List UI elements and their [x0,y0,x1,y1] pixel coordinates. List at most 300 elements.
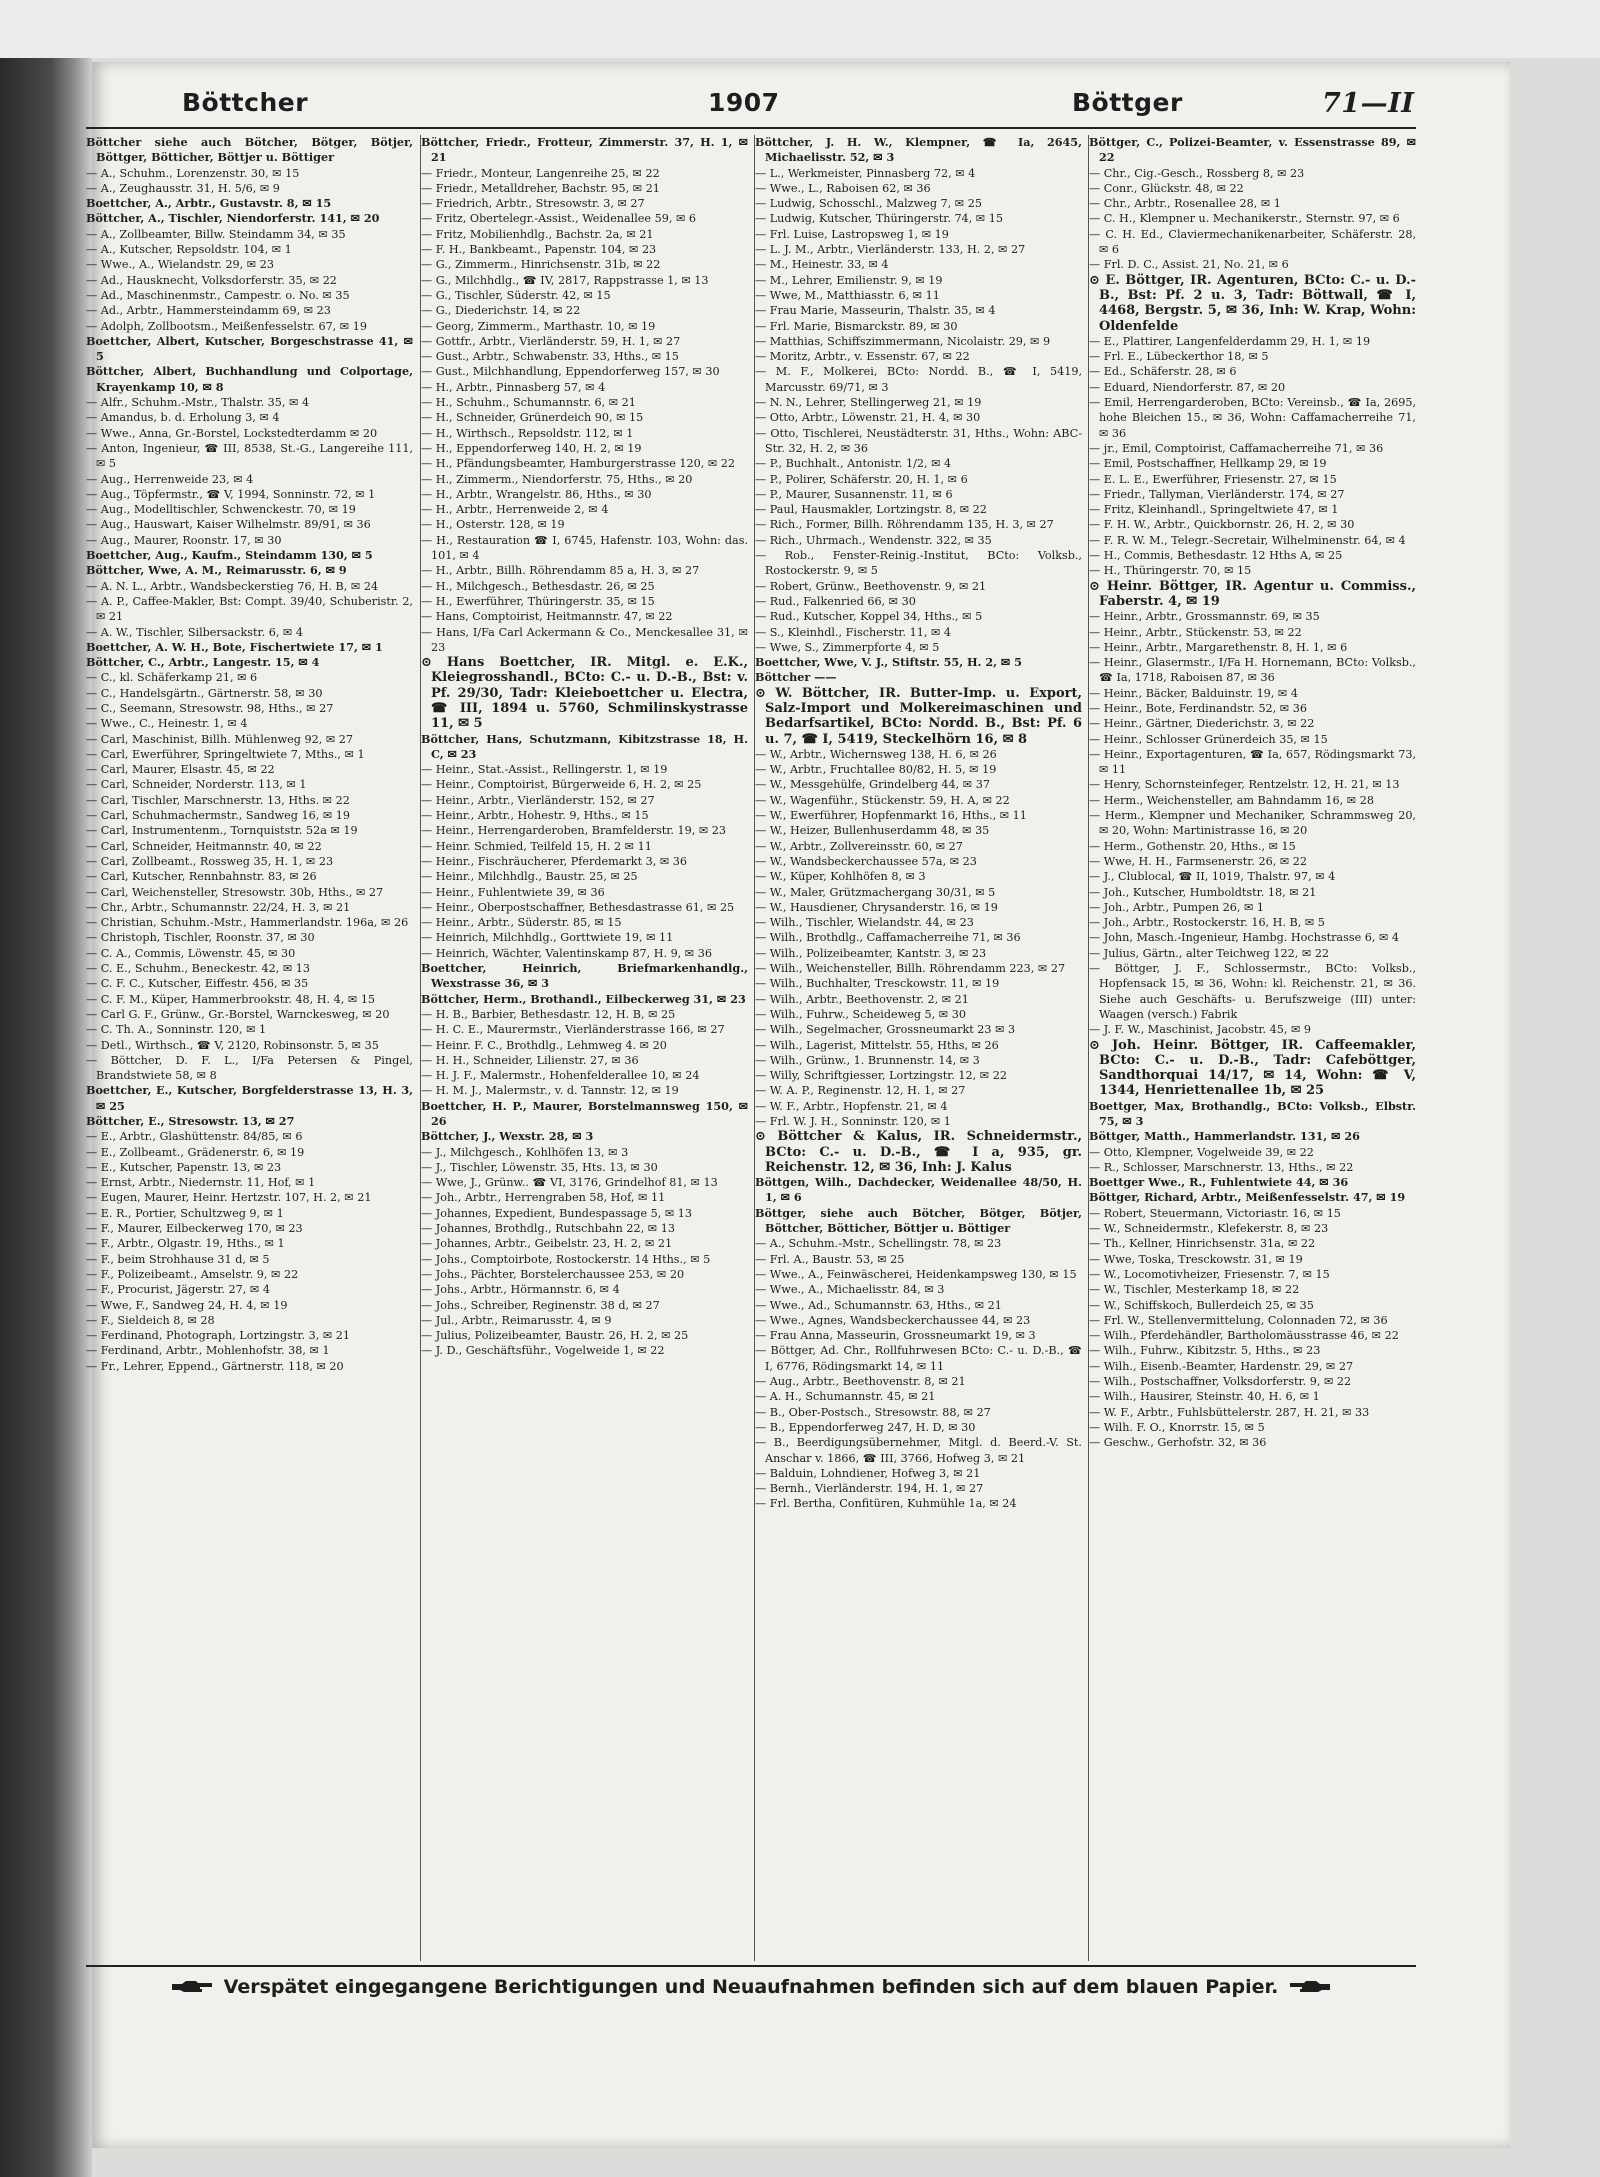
directory-entry: — Heinr., Exportagenturen, ☎ Ia, 657, Rödingsmarkt 73, ✉ 11 [1089,747,1416,777]
directory-entry: — J., Milchgesch., Kohlhöfen 13, ✉ 3 [421,1145,629,1159]
directory-entry: — Böttcher, D. F. L., I/Fa Petersen & Pingel, Brandstwiete 58, ✉ 8 [86,1053,413,1083]
directory-entry: Böttcher, Herm., Brothandl., Eilbeckerweg 31, ✉ 23 [421,991,746,1006]
directory-entry: — Bernh., Vierländerstr. 194, H. 1, ✉ 27 [755,1482,984,1496]
directory-entry: — A., Zeughausstr. 31, H. 5/6, ✉ 9 [86,181,280,195]
directory-entry: — Willy, Schriftgiesser, Lortzingstr. 12, ✉ 22 [755,1069,1007,1083]
directory-entry: — Wilh., Tischler, Wielandstr. 44, ✉ 23 [755,916,974,930]
directory-entry: — Wilh., Fuhrw., Scheideweg 5, ✉ 30 [755,1007,966,1021]
directory-entry: — W., Locomotivheizer, Friesenstr. 7, ✉ 15 [1089,1267,1330,1281]
directory-entry: — B., Beerdigungsübernehmer, Mitgl. d. Beerd.-V. St. Anschar v. 1866, ☎ III, 3766, Hofweg 3, ✉ 21 [755,1436,1082,1465]
directory-entry: — H., Eppendorferweg 140, H. 2, ✉ 19 [421,441,642,455]
directory-entry: Böttcher, J., Wexstr. 28, ✉ 3 [421,1129,594,1144]
directory-entry: — Friedrich, Arbtr., Stresowstr. 3, ✉ 27 [421,197,645,211]
directory-entry: — Ferdinand, Arbtr., Mohlenhofstr. 38, ✉ 1 [86,1344,330,1358]
directory-entry: — H., Commis, Bethesdastr. 12 Hths A, ✉ 25 [1089,549,1343,563]
directory-entry: Böttcher siehe auch Bötcher, Bötger, Bötjer, Böttger, Bötticher, Böttjer u. Böttiger [86,135,413,165]
directory-entry: — A. P., Caffee-Makler, Bst: Compt. 39/40, Schuberistr. 2, ✉ 21 [86,594,413,624]
directory-entry: — Wilh., Lagerist, Mittelstr. 55, Hths, ✉ 26 [755,1038,999,1052]
directory-entry: — Heinr., Arbtr., Vierländerstr. 152, ✉ 27 [421,793,655,807]
directory-columns [86,135,1416,1961]
directory-entry: Böttger, Richard, Arbtr., Meißenfesselstr. 47, ✉ 19 [1089,1190,1406,1205]
directory-entry: — jr., Emil, Comptoirist, Caffamacherreihe 71, ✉ 36 [1089,441,1384,455]
directory-entry: — Ed., Schäferstr. 28, ✉ 6 [1089,365,1237,379]
directory-entry: — Hans, I/Fa Carl Ackermann & Co., Menckesallee 31, ✉ 23 [421,625,748,654]
directory-entry: — A. W., Tischler, Silbersackstr. 6, ✉ 4 [86,625,303,639]
directory-entry: — W., Heizer, Bullenhuserdamm 48, ✉ 35 [755,824,990,838]
directory-entry: — R., Schlosser, Marschnerstr. 13, Hths., ✉ 22 [1089,1160,1354,1174]
directory-entry: — E. L. E., Ewerführer, Friesenstr. 27, ✉ 15 [1089,472,1337,486]
directory-entry: — Böttger, Ad. Chr., Rollfuhrwesen BCto: C.- u. D.-B., ☎ I, 6776, Rödingsmarkt 14, ✉ 11 [755,1344,1082,1373]
directory-entry: — F., Procurist, Jägerstr. 27, ✉ 4 [86,1283,270,1297]
directory-entry: — W., Maler, Grützmachergang 30/31, ✉ 5 [755,885,996,899]
directory-entry: — Wilh., Hausirer, Steinstr. 40, H. 6, ✉ 1 [1089,1390,1320,1404]
directory-entry: — M., Heinestr. 33, ✉ 4 [755,258,889,272]
directory-entry: — Heinr., Glasermstr., I/Fa H. Hornemann, BCto: Volksb., ☎ Ia, 1718, Raboisen 87, ✉ 36 [1089,656,1416,685]
directory-entry: — Wilh., Arbtr., Beethovenstr. 2, ✉ 21 [755,992,969,1006]
directory-entry: — Frl. Bertha, Confitüren, Kuhmühle 1a, ✉ 24 [755,1497,1017,1511]
directory-entry: — Hans, Comptoirist, Heitmannstr. 47, ✉ 22 [421,610,673,624]
directory-entry: Böttcher, Albert, Buchhandlung und Colportage, Krayenkamp 10, ✉ 8 [86,364,413,394]
directory-entry: — C., kl. Schäferkamp 21, ✉ 6 [86,671,258,685]
directory-entry: — Christoph, Tischler, Roonstr. 37, ✉ 30 [86,931,315,945]
directory-entry: — Wilh., Polizeibeamter, Kantstr. 3, ✉ 23 [755,946,987,960]
directory-entry: — Heinrich, Wächter, Valentinskamp 87, H. 9, ✉ 36 [421,946,712,960]
directory-entry: — P., Maurer, Susannenstr. 11, ✉ 6 [755,487,953,501]
directory-entry: — J., Clublocal, ☎ II, 1019, Thalstr. 97, ✉ 4 [1089,870,1336,884]
directory-entry: — Heinr., Fuhlentwiete 39, ✉ 36 [421,885,605,899]
directory-entry: ⊙ W. Böttcher, IR. Butter-Imp. u. Export, Salz-Import und Molkereimaschinen und Bedarfsartikel, BCto: Nordd. B., Bst: Pf. 6 u. 7, ☎ I, 5419, Steckelhörn 16, ✉ 8 [755,685,1082,747]
directory-entry: Böttgen, Wilh., Dachdecker, Weidenallee 48/50, H. 1, ✉ 6 [755,1175,1082,1205]
footer-notice [86,1965,1416,2007]
directory-entry: — Henry, Schornsteinfeger, Rentzelstr. 12, H. 21, ✉ 13 [1089,778,1400,792]
directory-entry: — Carl, Maschinist, Billh. Mühlenweg 92, ✉ 27 [86,732,354,746]
directory-entry: — Wwe, H. H., Farmsenerstr. 26, ✉ 22 [1089,854,1307,868]
directory-entry: — Wwe, S., Zimmerpforte 4, ✉ 5 [755,640,940,654]
directory-entry: — F. H. W., Arbtr., Quickbornstr. 26, H. 2, ✉ 30 [1089,518,1355,532]
directory-entry: — Heinr., Fischräucherer, Pferdemarkt 3, ✉ 36 [421,854,688,868]
directory-entry: — Frl. A., Baustr. 53, ✉ 25 [755,1252,905,1266]
directory-entry: — Carl, Tischler, Marschnerstr. 13, Hths. ✉ 22 [86,793,350,807]
directory-entry: — B., Eppendorferweg 247, H. D, ✉ 30 [755,1420,976,1434]
directory-entry: — H., Arbtr., Billh. Röhrendamm 85 a, H. 3, ✉ 27 [421,564,700,578]
directory-entry: — Wwe., L., Raboisen 62, ✉ 36 [755,181,931,195]
directory-entry: — Balduin, Lohndiener, Hofweg 3, ✉ 21 [755,1466,981,1480]
directory-entry: — Heinr., Arbtr., Stückenstr. 53, ✉ 22 [1089,625,1302,639]
directory-entry: — Gust., Milchhandlung, Eppendorferweg 157, ✉ 30 [421,365,720,379]
pointing-hand-icon [1288,1979,1332,1995]
directory-entry: — Fritz, Kleinhandl., Springeltwiete 47, ✉ 1 [1089,503,1339,517]
directory-entry: — Frl. Marie, Bismarckstr. 89, ✉ 30 [755,319,958,333]
column-3 [754,135,1082,1961]
directory-entry: — Amandus, b. d. Erholung 3, ✉ 4 [86,411,280,425]
directory-entry: — Robert, Steuermann, Victoriastr. 16, ✉ 15 [1089,1206,1341,1220]
directory-entry: — Johs., Comptoirbote, Rostockerstr. 14 Hths., ✉ 5 [421,1252,711,1266]
directory-entry: — E., Plattirer, Langenfelderdamm 29, H. 1, ✉ 19 [1089,334,1371,348]
directory-entry: — Friedr., Monteur, Langenreihe 25, ✉ 22 [421,166,660,180]
footer-text: Verspätet eingegangene Berichtigungen und Neuaufnahmen befinden sich auf dem blauen Papier. [223,1976,1279,1998]
directory-entry: — Wilh., Buchhalter, Tresckowstr. 11, ✉ 19 [755,977,1000,991]
directory-entry: — W., Wagenführ., Stückenstr. 59, H. A, ✉ 22 [755,793,1010,807]
directory-entry: — Jul., Arbtr., Reimarusstr. 4, ✉ 9 [421,1313,612,1327]
directory-entry: — E. R., Portier, Schultzweg 9, ✉ 1 [86,1206,284,1220]
directory-entry: — W., Arbtr., Zollvereinsstr. 60, ✉ 27 [755,839,963,853]
directory-entry: — Wwe, J., Grünw.. ☎ VI, 3176, Grindelhof 81, ✉ 13 [421,1176,718,1190]
directory-entry: — Ludwig, Schosschl., Malzweg 7, ✉ 25 [755,197,982,211]
directory-entry: — M., Lehrer, Emilienstr. 9, ✉ 19 [755,273,943,287]
directory-entry: ⊙ Joh. Heinr. Böttger, IR. Caffeemakler, BCto: C.- u. D.-B., Tadr: Cafeböttger, Sandthorquai 14/17, ✉ 14, Wohn: ☎ V, 1344, Henriettenallee 1b, ✉ 25 [1089,1037,1416,1099]
directory-entry: — Johannes, Arbtr., Geibelstr. 23, H. 2, ✉ 21 [421,1237,673,1251]
directory-entry: Boettcher, Wwe, V. J., Stiftstr. 55, H. 2, ✉ 5 [755,655,1022,670]
directory-entry: — A., Zollbeamter, Billw. Steindamm 34, ✉ 35 [86,227,346,241]
directory-entry: — Carl, Maurer, Elsastr. 45, ✉ 22 [86,763,275,777]
directory-entry: — H., Schneider, Grünerdeich 90, ✉ 15 [421,411,644,425]
directory-entry: — Wwe., Ad., Schumannstr. 63, Hths., ✉ 21 [755,1298,1002,1312]
directory-entry: — Friedr., Metalldreher, Bachstr. 95, ✉ 21 [421,181,660,195]
directory-entry: — W., Küper, Kohlhöfen 8, ✉ 3 [755,870,926,884]
directory-entry: — A. N. L., Arbtr., Wandsbeckerstieg 76, H. B, ✉ 24 [86,579,379,593]
directory-entry: — Th., Kellner, Hinrichsenstr. 31a, ✉ 22 [1089,1237,1316,1251]
directory-entry: — H. C. E., Maurermstr., Vierländerstrasse 166, ✉ 27 [421,1023,725,1037]
directory-entry: — H. B., Barbier, Bethesdastr. 12, H. B, ✉ 25 [421,1007,676,1021]
directory-entry: ⊙ Heinr. Böttger, IR. Agentur u. Commiss., Faberstr. 4, ✉ 19 [1089,578,1416,609]
scan-background [0,0,1600,58]
directory-entry: ⊙ E. Böttger, IR. Agenturen, BCto: C.- u. D.-B., Bst: Pf. 2 u. 3, Tadr: Böttwall, ☎ I, 4468, Bergstr. 5, ✉ 36, Inh: W. Krap, Wohn: Oldenfelde [1089,272,1416,334]
directory-entry: — Gottfr., Arbtr., Vierländerstr. 59, H. 1, ✉ 27 [421,334,681,348]
directory-entry: — Chr., Arbtr., Schumannstr. 22/24, H. 3, ✉ 21 [86,900,351,914]
directory-entry: — Wwe., Anna, Gr.-Borstel, Lockstedterdamm ✉ 20 [86,426,378,440]
directory-entry: — Joh., Kutscher, Humboldtstr. 18, ✉ 21 [1089,885,1317,899]
directory-entry: Böttcher, Wwe, A. M., Reimarusstr. 6, ✉ 9 [86,563,347,578]
directory-entry: — H., Ewerführer, Thüringerstr. 35, ✉ 15 [421,594,655,608]
directory-entry: — P., Polirer, Schäferstr. 20, H. 1, ✉ 6 [755,472,968,486]
directory-entry: — Frl. E., Lübeckerthor 18, ✉ 5 [1089,350,1269,364]
directory-entry: — Herm., Klempner und Mechaniker, Schrammsweg 20, ✉ 20, Wohn: Martinistrasse 16, ✉ 20 [1089,809,1416,838]
directory-entry: Boettcher, Heinrich, Briefmarkenhandlg., Wexstrasse 36, ✉ 3 [421,961,748,991]
directory-entry: Böttcher —— [755,670,837,685]
directory-entry: — W., Ewerführer, Hopfenmarkt 16, Hths., ✉ 11 [755,809,1027,823]
directory-entry: — Ernst, Arbtr., Niedernstr. 11, Hof, ✉ 1 [86,1176,316,1190]
directory-entry: — Friedr., Tallyman, Vierländerstr. 174, ✉ 27 [1089,487,1345,501]
directory-entry: Böttcher, Hans, Schutzmann, Kibitzstrasse 18, H. C, ✉ 23 [421,731,748,761]
directory-entry: — Wwe., A., Feinwäscherei, Heidenkampsweg 130, ✉ 15 [755,1267,1077,1281]
directory-entry: — Joh., Arbtr., Pumpen 26, ✉ 1 [1089,900,1264,914]
directory-entry: — Carl, Kutscher, Rennbahnstr. 83, ✉ 26 [86,870,317,884]
directory-entry: — W., Schiffskoch, Bullerdeich 25, ✉ 35 [1089,1298,1314,1312]
directory-entry: — Wilh., Brothdlg., Caffamacherreihe 71, ✉ 36 [755,931,1021,945]
directory-entry: — G., Milchhdlg., ☎ IV, 2817, Rappstrasse 1, ✉ 13 [421,273,709,287]
directory-entry: — Carl, Ewerführer, Springeltwiete 7, Mths., ✉ 1 [86,747,365,761]
pointing-hand-icon [170,1979,214,1995]
directory-entry: — E., Zollbeamt., Grädenerstr. 6, ✉ 19 [86,1145,305,1159]
directory-entry: — Ferdinand, Photograph, Lortzingstr. 3, ✉ 21 [86,1329,351,1343]
directory-entry: Boettcher, A., Arbtr., Gustavstr. 8, ✉ 15 [86,196,332,211]
directory-entry: — A., Schuhm.-Mstr., Schellingstr. 78, ✉ 23 [755,1237,1002,1251]
directory-entry: — L., Werkmeister, Pinnasberg 72, ✉ 4 [755,166,976,180]
directory-entry: — J. F. W., Maschinist, Jacobstr. 45, ✉ 9 [1089,1023,1312,1037]
directory-entry: — Gust., Arbtr., Schwabenstr. 33, Hths., ✉ 15 [421,350,679,364]
directory-entry: Böttcher, J. H. W., Klempner, ☎ Ia, 2645, Michaelisstr. 52, ✉ 3 [755,135,1082,165]
directory-entry: — Frau Anna, Masseurin, Grossneumarkt 19, ✉ 3 [755,1329,1036,1343]
directory-entry: — G., Zimmerm., Hinrichsenstr. 31b, ✉ 22 [421,258,661,272]
directory-entry: — Carl, Instrumentenm., Tornquiststr. 52a ✉ 19 [86,824,358,838]
directory-entry: — Moritz, Arbtr., v. Essenstr. 67, ✉ 22 [755,350,970,364]
directory-entry: — Otto, Klempner, Vogelweide 39, ✉ 22 [1089,1145,1314,1159]
directory-entry: — Heinr., Bote, Ferdinandstr. 52, ✉ 36 [1089,701,1307,715]
directory-entry: — A., Kutscher, Repsoldstr. 104, ✉ 1 [86,243,292,257]
directory-entry: — A., Schuhm., Lorenzenstr. 30, ✉ 15 [86,166,300,180]
directory-entry: — Carl, Schneider, Heitmannstr. 40, ✉ 22 [86,839,322,853]
directory-entry: — Eduard, Niendorferstr. 87, ✉ 20 [1089,380,1286,394]
directory-entry: — H., Zimmerm., Niendorferstr. 75, Hths., ✉ 20 [421,472,693,486]
directory-entry: — Wilh., Postschaffner, Volksdorferstr. 9, ✉ 22 [1089,1375,1352,1389]
directory-entry: — Wilh., Eisenb.-Beamter, Hardenstr. 29, ✉ 27 [1089,1359,1354,1373]
directory-entry: — J., Tischler, Löwenstr. 35, Hts. 13, ✉ 30 [421,1160,658,1174]
directory-entry: ⊙ Hans Boettcher, IR. Mitgl. e. E.K., Kleiegrosshandl., BCto: C.- u. D.-B., Bst: v. Pf. 29/30, Tadr: Kleieboettcher u. Electra, ☎ III, 1894 u. 5760, Schmilinskystrasse 11, ✉ 5 [421,655,748,732]
directory-entry: — Johannes, Expedient, Bundespassage 5, ✉ 13 [421,1206,693,1220]
directory-entry: — W., Messgehülfe, Grindelberg 44, ✉ 37 [755,778,990,792]
directory-entry: — Aug., Modelltischler, Schwenckestr. 70, ✉ 19 [86,503,356,517]
directory-entry: — Carl, Schneider, Norderstr. 113, ✉ 1 [86,778,307,792]
directory-entry: — Johannes, Brothdlg., Rutschbahn 22, ✉ 13 [421,1222,675,1236]
directory-entry: — J. D., Geschäftsführ., Vogelweide 1, ✉ 22 [421,1344,665,1358]
directory-entry: — C. F. C., Kutscher, Eiffestr. 456, ✉ 35 [86,977,309,991]
directory-entry: — Wilh., Segelmacher, Grossneumarkt 23 ✉ 3 [755,1023,1016,1037]
directory-entry: ⊙ Böttcher & Kalus, IR. Schneidermstr., BCto: C.- u. D.-B., ☎ I a, 935, gr. Reichenstr. 12, ✉ 36, Inh: J. Kalus [755,1129,1082,1175]
directory-entry: — S., Kleinhdl., Fischerstr. 11, ✉ 4 [755,625,952,639]
directory-entry: — Heinr., Arbtr., Margarethenstr. 8, H. 1, ✉ 6 [1089,640,1348,654]
directory-entry: Böttcher, Friedr., Frotteur, Zimmerstr. 37, H. 1, ✉ 21 [421,135,748,165]
directory-entry: — F., Sieldeich 8, ✉ 28 [86,1313,215,1327]
directory-entry: Böttger, C., Polizei-Beamter, v. Essenstrasse 89, ✉ 22 [1089,135,1416,165]
directory-entry: Böttcher, A., Tischler, Niendorferstr. 141, ✉ 20 [86,211,380,226]
directory-entry: — Anton, Ingenieur, ☎ III, 8538, St.-G., Langereihe 111, ✉ 5 [86,441,413,471]
directory-entry: — Aug., Arbtr., Beethovenstr. 8, ✉ 21 [755,1375,966,1389]
directory-entry: — E., Kutscher, Papenstr. 13, ✉ 23 [86,1160,282,1174]
directory-entry: — B., Ober-Postsch., Stresowstr. 88, ✉ 27 [755,1405,991,1419]
directory-entry: — Wilh., Fuhrw., Kibitzstr. 5, Hths., ✉ 23 [1089,1344,1321,1358]
directory-entry: — H., Schuhm., Schumannstr. 6, ✉ 21 [421,396,636,410]
header-rule [86,127,1416,129]
directory-entry: — Frl. W. J. H., Sonninstr. 120, ✉ 1 [755,1115,951,1128]
directory-entry: — F. R. W. M., Telegr.-Secretair, Wilhelminenstr. 64, ✉ 4 [1089,533,1406,547]
directory-entry: — F., Polizeibeamt., Amselstr. 9, ✉ 22 [86,1267,299,1281]
directory-entry: — W., Arbtr., Wichernsweg 138, H. 6, ✉ 26 [755,747,997,761]
directory-entry: — Adolph, Zollbootsm., Meißenfesselstr. 67, ✉ 19 [86,319,367,333]
book-spine [0,58,92,2177]
directory-entry: Böttger, siehe auch Bötcher, Bötger, Bötjer, Böttcher, Bötticher, Böttjer u. Böttiger [755,1205,1082,1236]
directory-entry: — Ludwig, Kutscher, Thüringerstr. 74, ✉ 15 [755,212,1003,226]
directory-entry: — Aug., Töpfermstr., ☎ V, 1994, Sonninstr. 72, ✉ 1 [86,487,376,501]
directory-entry: — Heinr. F. C., Brothdlg., Lehmweg 4. ✉ 20 [421,1038,667,1052]
directory-entry: Boettcher, A. W. H., Bote, Fischertwiete 17, ✉ 1 [86,639,383,654]
directory-entry: — E., Arbtr., Glashüttenstr. 84/85, ✉ 6 [86,1130,303,1144]
directory-entry: — Heinr., Gärtner, Diederichstr. 3, ✉ 22 [1089,717,1315,731]
directory-entry: — Carl, Weichensteller, Stresowstr. 30b, Hths., ✉ 27 [86,885,384,899]
directory-entry: — Heinr., Bäcker, Balduinstr. 19, ✉ 4 [1089,686,1298,700]
directory-entry: — Alfr., Schuhm.-Mstr., Thalstr. 35, ✉ 4 [86,396,310,410]
directory-entry: — W. F., Arbtr., Hopfenstr. 21, ✉ 4 [755,1099,948,1113]
directory-entry: — C. H. Ed., Claviermechanikenarbeiter, Schäferstr. 28, ✉ 6 [1089,227,1416,257]
directory-entry: — Conr., Glückstr. 48, ✉ 22 [1089,181,1244,195]
directory-entry: — C., Seemann, Stresowstr. 98, Hths., ✉ 27 [86,701,334,715]
directory-entry: — H., Pfändungsbeamter, Hamburgerstrasse 120, ✉ 22 [421,457,736,471]
directory-entry: — Heinr., Oberpostschaffner, Bethesdastrasse 61, ✉ 25 [421,900,735,914]
column-2 [420,135,748,1961]
directory-entry: — Heinrich, Milchhdlg., Gorttwiete 19, ✉ 11 [421,931,674,945]
directory-entry: — Herm., Weichensteller, am Bahndamm 16, ✉ 28 [1089,793,1374,807]
directory-entry: — Johs., Schreiber, Reginenstr. 38 d, ✉ 27 [421,1298,660,1312]
directory-entry: — Böttger, J. F., Schlossermstr., BCto: Volksb., Hopfensack 15, ✉ 36, Wohn: kl. Reichenstr. 21, ✉ 36. Siehe auch Geschäfts- u. Berufszweige (III) unter: Waagen (versch.) Fabrik [1089,962,1416,1021]
directory-entry: — C. A., Commis, Löwenstr. 45, ✉ 30 [86,946,296,960]
directory-entry: — Fritz, Mobilienhdlg., Bachstr. 2a, ✉ 21 [421,227,654,241]
column-1 [86,135,413,1961]
directory-entry: — Frl. W., Stellenvermittelung, Colonnaden 72, ✉ 36 [1089,1313,1388,1327]
directory-entry: Boettger, Max, Brothandlg., BCto: Volksb., Elbstr. 75, ✉ 3 [1089,1098,1416,1128]
directory-entry: — G., Diederichstr. 14, ✉ 22 [421,304,581,318]
directory-entry: — Christian, Schuhm.-Mstr., Hammerlandstr. 196a, ✉ 26 [86,916,409,930]
directory-entry: Böttcher, E., Stresowstr. 13, ✉ 27 [86,1114,295,1128]
directory-entry: — G., Tischler, Süderstr. 42, ✉ 15 [421,288,611,302]
directory-entry: — Frl. Luise, Lastropsweg 1, ✉ 19 [755,227,949,241]
directory-entry: — Johs., Pächter, Borstelerchaussee 253, ✉ 20 [421,1267,685,1281]
directory-entry: — Ad., Hausknecht, Volksdorferstr. 35, ✉ 22 [86,273,337,287]
directory-entry: — Wilh., Weichensteller, Billh. Röhrendamm 223, ✉ 27 [755,962,1066,976]
directory-entry: — Heinr., Milchhdlg., Baustr. 25, ✉ 25 [421,870,638,884]
directory-entry: — Matthias, Schiffszimmermann, Nicolaistr. 29, ✉ 9 [755,334,1051,348]
directory-entry: — Otto, Tischlerei, Neustädterstr. 31, Hths., Wohn: ABC-Str. 32, H. 2, ✉ 36 [755,426,1082,455]
directory-entry: Boettger Wwe., R., Fuhlentwiete 44, ✉ 36 [1089,1175,1349,1190]
directory-entry: — Joh., Arbtr., Herrengraben 58, Hof, ✉ 11 [421,1191,666,1205]
directory-entry: — Chr., Arbtr., Rosenallee 28, ✉ 1 [1089,197,1281,211]
directory-entry: — Emil, Postschaffner, Hellkamp 29, ✉ 19 [1089,457,1327,471]
directory-entry: — Heinr. Schmied, Teilfeld 15, H. 2 ✉ 11 [421,839,652,853]
directory-entry: — Julius, Gärtn., alter Teichweg 122, ✉ 22 [1089,946,1330,960]
directory-entry: — A. H., Schumannstr. 45, ✉ 21 [755,1390,936,1404]
directory-entry: — Heinr., Arbtr., Grossmannstr. 69, ✉ 35 [1089,610,1320,624]
directory-entry: — H., Osterstr. 128, ✉ 19 [421,518,565,532]
directory-entry: — W. A. P., Reginenstr. 12, H. 1, ✉ 27 [755,1084,966,1098]
directory-entry: — Detl., Wirthsch., ☎ V, 2120, Robinsonstr. 5, ✉ 35 [86,1038,379,1052]
page-header [86,88,1416,128]
header-year: 1907 [708,88,780,117]
directory-entry: — Wwe., C., Heinestr. 1, ✉ 4 [86,717,248,731]
directory-entry: — C. F. M., Küper, Hammerbrookstr. 48, H. 4, ✉ 15 [86,992,376,1006]
directory-entry: — H., Thüringerstr. 70, ✉ 15 [1089,564,1252,578]
directory-entry: — Georg, Zimmerm., Marthastr. 10, ✉ 19 [421,319,656,333]
directory-entry: — F., beim Strohhause 31 d, ✉ 5 [86,1252,270,1266]
directory-entry: — Aug., Hauswart, Kaiser Wilhelmstr. 89/91, ✉ 36 [86,518,371,532]
directory-entry: — Wwe, F., Sandweg 24, H. 4, ✉ 19 [86,1298,288,1312]
directory-entry: — Joh., Arbtr., Rostockerstr. 16, H. B, ✉ 5 [1089,916,1325,930]
directory-entry: — Ad., Maschinenmstr., Campestr. o. No. ✉ 35 [86,288,350,302]
directory-entry: — H., Arbtr., Herrenweide 2, ✉ 4 [421,503,609,517]
column-4 [1088,135,1416,1961]
directory-entry: — Heinr., Stat.-Assist., Rellingerstr. 1, ✉ 19 [421,763,668,777]
directory-entry: — Aug., Maurer, Roonstr. 17, ✉ 30 [86,533,282,547]
directory-entry: — W. F., Arbtr., Fuhlsbüttelerstr. 287, H. 21, ✉ 33 [1089,1405,1370,1419]
directory-entry: Boettcher, Aug., Kaufm., Steindamm 130, ✉ 5 [86,548,373,563]
directory-entry: — Geschw., Gerhofstr. 32, ✉ 36 [1089,1436,1267,1450]
directory-entry: Böttger, Matth., Hammerlandstr. 131, ✉ 26 [1089,1129,1360,1144]
directory-entry: — Carl, Zollbeamt., Rossweg 35, H. 1, ✉ 23 [86,854,334,868]
directory-entry: — Julius, Polizeibeamter, Baustr. 26, H. 2, ✉ 25 [421,1329,689,1343]
directory-entry: — Rud., Kutscher, Koppel 34, Hths., ✉ 5 [755,610,983,624]
directory-entry: — C., Handelsgärtn., Gärtnerstr. 58, ✉ 30 [86,686,323,700]
directory-entry: — Otto, Arbtr., Löwenstr. 21, H. 4, ✉ 30 [755,411,981,425]
directory-entry: — C. Th. A., Sonninstr. 120, ✉ 1 [86,1023,267,1037]
directory-entry: — Wwe, Toska, Tresckowstr. 31, ✉ 19 [1089,1252,1303,1266]
directory-entry: — W., Arbtr., Fruchtallee 80/82, H. 5, ✉ 19 [755,763,997,777]
directory-entry: — C. H., Klempner u. Mechanikerstr., Sternstr. 97, ✉ 6 [1089,212,1400,226]
directory-entry: — Fr., Lehrer, Eppend., Gärtnerstr. 118, ✉ 20 [86,1359,344,1373]
header-left-name: Böttcher [182,88,309,117]
directory-entry: — H., Arbtr., Pinnasberg 57, ✉ 4 [421,380,606,394]
directory-entry: — H. J. F., Malermstr., Hohenfelderallee 10, ✉ 24 [421,1069,700,1083]
directory-entry: — Chr., Cig.-Gesch., Rossberg 8, ✉ 23 [1089,166,1305,180]
directory-entry: — Wilh., Pferdehändler, Bartholomäusstrasse 46, ✉ 22 [1089,1329,1399,1343]
directory-entry: — Carl G. F., Grünw., Gr.-Borstel, Warnckesweg, ✉ 20 [86,1007,390,1021]
directory-entry: — P., Buchhalt., Antonistr. 1/2, ✉ 4 [755,457,952,471]
directory-entry: — Wwe., Agnes, Wandsbeckerchaussee 44, ✉ 23 [755,1313,1031,1327]
directory-entry: — Wwe., A., Michaelisstr. 84, ✉ 3 [755,1283,945,1297]
directory-entry: — H., Milchgesch., Bethesdastr. 26, ✉ 25 [421,579,655,593]
directory-entry: — John, Masch.-Ingenieur, Hambg. Hochstrasse 6, ✉ 4 [1089,931,1400,945]
directory-entry: — Heinr., Arbtr., Süderstr. 85, ✉ 15 [421,916,622,930]
directory-entry: — Herm., Gothenstr. 20, Hths., ✉ 15 [1089,839,1296,853]
directory-entry: — Rich., Uhrmach., Wendenstr. 322, ✉ 35 [755,533,992,547]
directory-entry: — F. H., Bankbeamt., Papenstr. 104, ✉ 23 [421,243,657,257]
directory-entry: — Wilh., Grünw., 1. Brunnenstr. 14, ✉ 3 [755,1053,980,1067]
directory-entry: — Rob., Fenster-Reinig.-Institut, BCto: Volksb., Rostockerstr. 9, ✉ 5 [755,549,1082,578]
directory-entry: Boettcher, H. P., Maurer, Borstelmannsweg 150, ✉ 26 [421,1098,748,1128]
directory-entry: — Eugen, Maurer, Heinr. Hertzstr. 107, H. 2, ✉ 21 [86,1191,372,1205]
directory-entry: — H., Arbtr., Wrangelstr. 86, Hths., ✉ 30 [421,487,652,501]
directory-entry: — Rud., Falkenried 66, ✉ 30 [755,594,916,608]
directory-entry: — Frau Marie, Masseurin, Thalstr. 35, ✉ 4 [755,304,996,318]
directory-entry: — Heinr., Comptoirist, Bürgerweide 6, H. 2, ✉ 25 [421,778,702,792]
directory-entry: — Wwe, M., Matthiasstr. 6, ✉ 11 [755,288,940,302]
directory-entry: — Paul, Hausmakler, Lortzingstr. 8, ✉ 22 [755,503,987,517]
directory-entry: — Heinr., Arbtr., Hohestr. 9, Hths., ✉ 15 [421,809,649,823]
directory-entry: — Ad., Arbtr., Hammersteindamm 69, ✉ 23 [86,304,331,318]
directory-entry: — Wwe., A., Wielandstr. 29, ✉ 23 [86,258,274,272]
directory-entry: — C. E., Schuhm., Beneckestr. 42, ✉ 13 [86,962,310,976]
directory-entry: — Fritz, Obertelegr.-Assist., Weidenallee 59, ✉ 6 [421,212,697,226]
directory-entry: — Emil, Herrengarderoben, BCto: Vereinsb., ☎ Ia, 2695, hohe Bleichen 15., ✉ 36, Wohn: Caffamacherreihe 71, ✉ 36 [1089,396,1416,440]
directory-entry: Boettcher, Albert, Kutscher, Borgeschstrasse 41, ✉ 5 [86,333,413,364]
directory-entry: Böttcher, C., Arbtr., Langestr. 15, ✉ 4 [86,655,320,670]
header-right-name: Böttger [1072,88,1183,117]
directory-entry: — Carl, Schuhmachermstr., Sandweg 16, ✉ 19 [86,809,351,823]
directory-entry: — Frl. D. C., Assist. 21, No. 21, ✉ 6 [1089,258,1289,272]
directory-entry: — F., Maurer, Eilbeckerweg 170, ✉ 23 [86,1222,303,1236]
directory-entry: Boettcher, E., Kutscher, Borgfelderstrasse 13, H. 3, ✉ 25 [86,1083,413,1113]
directory-entry: — Wilh. F. O., Knorrstr. 15, ✉ 5 [1089,1420,1265,1434]
directory-entry: — Rich., Former, Billh. Röhrendamm 135, H. 3, ✉ 27 [755,518,1054,532]
header-page-number: 71—II [1322,88,1415,119]
directory-entry: — Heinr., Schlosser Grünerdeich 35, ✉ 15 [1089,732,1328,746]
directory-entry: — L. J. M., Arbtr., Vierländerstr. 133, H. 2, ✉ 27 [755,243,1026,257]
directory-entry: — W., Schneidermstr., Klefekerstr. 8, ✉ 23 [1089,1222,1329,1236]
directory-entry: — H., Restauration ☎ I, 6745, Hafenstr. 103, Wohn: das. 101, ✉ 4 [421,533,748,563]
directory-entry: — W., Wandsbeckerchaussee 57a, ✉ 23 [755,854,977,868]
directory-entry: — W., Hausdiener, Chrysanderstr. 16, ✉ 19 [755,900,998,914]
directory-entry: — H., Wirthsch., Repsoldstr. 112, ✉ 1 [421,426,634,440]
directory-entry: — M. F., Molkerei, BCto: Nordd. B., ☎ I, 5419, Marcusstr. 69/71, ✉ 3 [755,365,1082,394]
directory-entry: — N. N., Lehrer, Stellingerweg 21, ✉ 19 [755,396,982,410]
directory-entry: — Heinr., Herrengarderoben, Bramfelderstr. 19, ✉ 23 [421,824,727,838]
directory-entry: — Robert, Grünw., Beethovenstr. 9, ✉ 21 [755,579,987,593]
